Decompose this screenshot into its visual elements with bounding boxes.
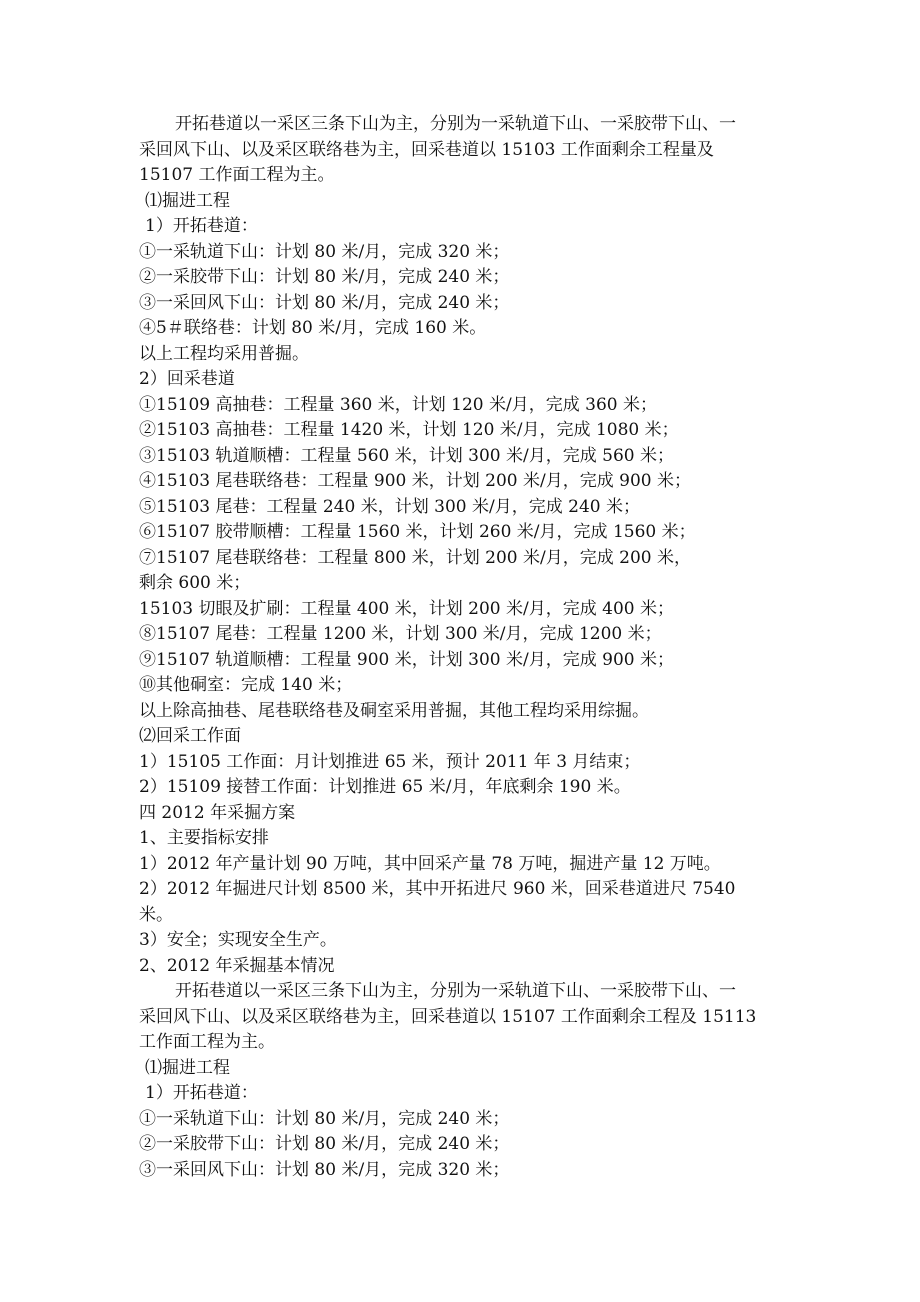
paragraph-line: 以上工程均采用普掘。 [139, 343, 309, 364]
list-item: ⑤15103 尾巷：工程量 240 米，计划 300 米/月，完成 240 米； [139, 496, 640, 517]
list-item: ②一采胶带下山：计划 80 米/月，完成 240 米； [139, 267, 510, 287]
list-item: ③一采回风下山：计划 80 米/月，完成 320 米； [139, 1159, 510, 1180]
paragraph-line: 15107 工作面工程为主。 [139, 165, 335, 185]
section-heading: ⑴掘进工程 [145, 190, 230, 211]
list-item: ④5＃联络巷：计划 80 米/月，完成 160 米。 [139, 318, 487, 338]
list-item: ⑧15107 尾巷：工程量 1200 米，计划 300 米/月，完成 1200 米； [139, 624, 662, 644]
subsection-heading: 1）开拓巷道： [145, 1083, 258, 1103]
section-heading: 1、主要指标安排 [139, 828, 269, 848]
list-item-continuation: 米。 [139, 904, 173, 925]
subsection-heading: 1）开拓巷道： [145, 216, 258, 236]
list-item: 2）2012 年掘进尺计划 8500 米，其中开拓进尺 960 米，回采巷道进尺 7540 [139, 879, 736, 899]
paragraph-line: 工作面工程为主。 [139, 1032, 275, 1052]
list-item: ⑩其他硐室：完成 140 米； [139, 675, 353, 695]
list-item: 1）15105 工作面：月计划推进 65 米，预计 2011 年 3 月结束； [139, 751, 641, 772]
list-item: ①15109 高抽巷：工程量 360 米，计划 120 米/月，完成 360 米； [139, 394, 657, 415]
list-item: ③15103 轨道顺槽：工程量 560 米，计划 300 米/月，完成 560 米； [139, 445, 674, 466]
list-item: ⑦15107 尾巷联络巷：工程量 800 米，计划 200 米/月，完成 200 米， [139, 547, 691, 568]
list-item: 1）2012 年产量计划 90 万吨，其中回采产量 78 万吨，掘进产量 12 万吨。 [139, 853, 721, 874]
list-item: ③一采回风下山：计划 80 米/月，完成 240 米； [139, 292, 510, 313]
subsection-heading: 2）回采巷道 [139, 369, 235, 389]
list-item: ④15103 尾巷联络巷：工程量 900 米，计划 200 米/月，完成 900 米； [139, 471, 691, 491]
section-heading: ⑵回采工作面 [139, 726, 241, 746]
paragraph-line: 以上除高抽巷、尾巷联络巷及硐室采用普掘，其他工程均采用综掘。 [139, 700, 649, 721]
list-item: ②15103 高抽巷：工程量 1420 米，计划 120 米/月，完成 1080 米； [139, 420, 679, 440]
list-item: ⑥15107 胶带顺槽：工程量 1560 米，计划 260 米/月，完成 1560 米； [139, 522, 696, 542]
chapter-heading: 四 2012 年采掘方案 [139, 802, 296, 823]
paragraph-line: 采回风下山、以及采区联络巷为主，回采巷道以 15103 工作面剩余工程量及 [139, 139, 714, 160]
list-item-continuation: 剩余 600 米； [139, 573, 251, 593]
list-item: ①一采轨道下山：计划 80 米/月，完成 240 米； [139, 1108, 510, 1129]
paragraph-line: 开拓巷道以一采区三条下山为主，分别为一采轨道下山、一采胶带下山、一 [175, 114, 736, 134]
paragraph-line: 采回风下山、以及采区联络巷为主，回采巷道以 15107 工作面剩余工程及 15113 [139, 1006, 757, 1027]
list-item: 15103 切眼及扩刷：工程量 400 米，计划 200 米/月，完成 400 米； [139, 598, 674, 619]
list-item: 3）安全；实现安全生产。 [139, 930, 337, 950]
document-body [139, 112, 789, 1183]
list-item: ②一采胶带下山：计划 80 米/月，完成 240 米； [139, 1134, 510, 1154]
section-heading: ⑴掘进工程 [145, 1057, 230, 1078]
list-item: ①一采轨道下山：计划 80 米/月，完成 320 米； [139, 241, 510, 262]
section-heading: 2、2012 年采掘基本情况 [139, 955, 335, 976]
list-item: ⑨15107 轨道顺槽：工程量 900 米，计划 300 米/月，完成 900 米； [139, 649, 674, 670]
list-item: 2）15109 接替工作面：计划推进 65 米/月，年底剩余 190 米。 [139, 777, 631, 797]
paragraph-line: 开拓巷道以一采区三条下山为主，分别为一采轨道下山、一采胶带下山、一 [175, 981, 736, 1001]
